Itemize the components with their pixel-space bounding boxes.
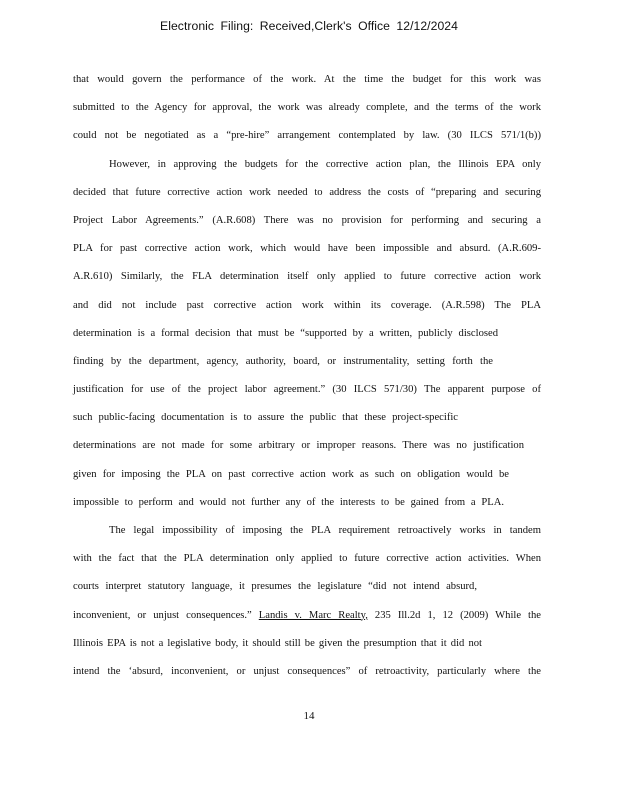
- text-line: decided that future corrective action work needed to address the costs of “preparing and securing: [73, 186, 541, 198]
- citation-line-before: inconvenient, or unjust consequences.”: [73, 609, 259, 621]
- text-line: intend the ‘absurd, inconvenient, or unjust consequences” of retroactivity, particularly where the: [73, 665, 541, 677]
- text-line: finding by the department, agency, authority, board, or instrumentality, setting forth the: [73, 355, 493, 367]
- case-citation: Landis v. Marc Realty,: [258, 609, 368, 621]
- text-line: could not be negotiated as a “pre-hire” arrangement contemplated by law. (30 ILCS 571/1(b)): [73, 130, 541, 142]
- text-line: with the fact that the PLA determination only applied to future corrective action activities. When: [73, 553, 541, 565]
- text-line: given for imposing the PLA on past corrective action work as such on obligation would be: [73, 468, 509, 480]
- text-line: and did not include past corrective action work within its coverage. (A.R.598) The PLA: [73, 299, 541, 311]
- text-line: justification for use of the project labor agreement.” (30 ILCS 571/30) The apparent purpose of: [73, 384, 541, 396]
- citation-line: [73, 602, 541, 630]
- text-line: impossible to perform and would not further any of the interests to be gained from a PLA.: [73, 496, 504, 508]
- filing-header: Electronic Filing: Received,Clerk's Office 12/12/2024: [160, 19, 458, 33]
- text-line: A.R.610) Similarly, the FLA determination itself only applied to future corrective action work: [73, 271, 541, 283]
- paragraph-start-line: The legal impossibility of imposing the PLA requirement retroactively works in tandem: [109, 525, 541, 536]
- text-line: submitted to the Agency for approval, the work was already complete, and the terms of the work: [73, 102, 541, 114]
- text-line: determination is a formal decision that must be “supported by a written, publicly disclosed: [73, 327, 498, 339]
- text-line: courts interpret statutory language, it presumes the legislature “did not intend absurd,: [73, 581, 477, 593]
- citation-line-after: 235 Ill.2d 1, 12 (2009) While the: [367, 609, 541, 621]
- page-number: 14: [303, 710, 315, 722]
- text-line: PLA for past corrective action work, which would have been impossible and absurd. (A.R.609-: [73, 243, 541, 255]
- text-line: Project Labor Agreements.” (A.R.608) There was no provision for performing and securing a: [73, 214, 541, 226]
- text-line: that would govern the performance of the work. At the time the budget for this work was: [73, 74, 541, 85]
- document-body: [73, 66, 541, 686]
- paragraph-start-line: However, in approving the budgets for the corrective action plan, the Illinois EPA only: [109, 158, 541, 170]
- text-line: such public-facing documentation is to assure the public that these project-specific: [73, 412, 458, 424]
- text-line: Illinois EPA is not a legislative body, it should still be given the presumption that it did not: [73, 637, 482, 649]
- text-line: determinations are not made for some arbitrary or improper reasons. There was no justification: [73, 440, 524, 452]
